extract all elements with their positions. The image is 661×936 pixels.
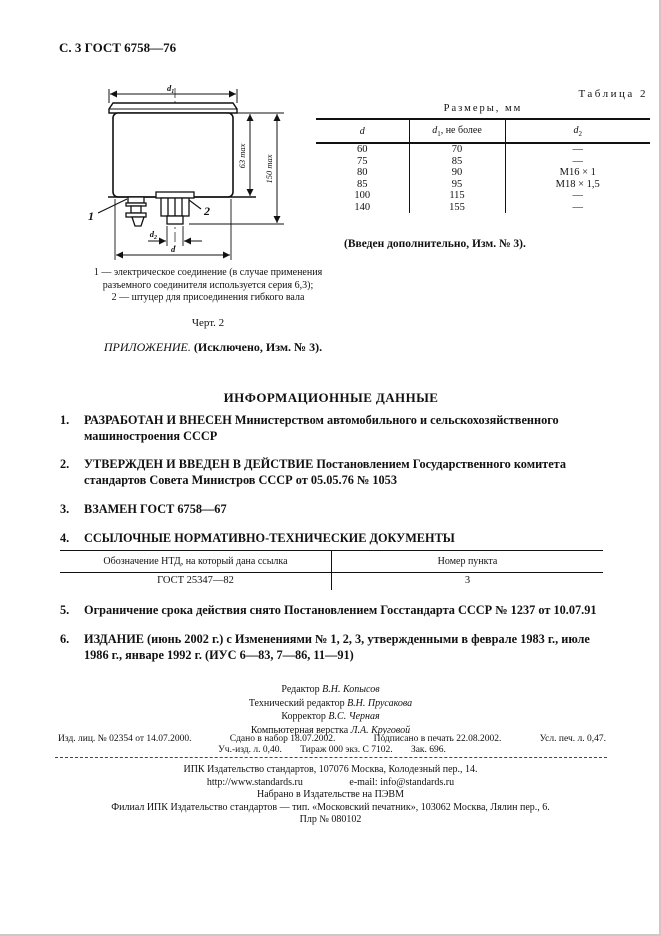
imprint-zak: Зак. 696. — [410, 745, 446, 755]
item-number: 2. — [60, 457, 70, 472]
table-cell: 155 — [409, 202, 505, 214]
imprint-signed: Подписано в печать 22.08.2002. — [373, 734, 502, 744]
info-item-3 — [60, 502, 603, 518]
item-number: 5. — [60, 603, 70, 618]
publisher-address: ИПК Издательство стандартов, 107076 Москва, Колодезный пер., 14. — [183, 764, 478, 775]
table-cell: — — [572, 190, 583, 201]
imprint-uch: Уч.-изд. л. 0,40. — [218, 745, 282, 755]
imprint-license: Изд. лиц. № 02354 от 14.07.2000. — [58, 734, 192, 744]
technical-drawing — [48, 80, 330, 272]
dim-d1-label: $d_1$ — [167, 83, 175, 95]
info-item-5 — [60, 603, 603, 619]
item-number: 3. — [60, 501, 70, 516]
table2 — [316, 118, 650, 213]
table-row — [316, 167, 650, 179]
table-cell: 70 — [409, 143, 505, 156]
figure-note-line: 2 — штуцер для присоединения гибкого вала — [111, 292, 305, 303]
table-row — [316, 143, 650, 156]
dim-63max-label: 63 max — [237, 143, 247, 169]
figure-note-line: разъемного соединителя используется серия 6,3); — [102, 279, 314, 291]
credit-role: Редактор — [281, 684, 320, 695]
callout-2 — [189, 200, 210, 218]
table-cell: 3 — [332, 573, 604, 591]
imprint-usl: Усл. печ. л. 0,47. — [539, 734, 606, 744]
table-cell: 60 — [357, 144, 368, 155]
appendix-line — [58, 340, 368, 355]
table-row — [316, 190, 650, 202]
table-cell: 100 — [354, 190, 371, 201]
item-text: ИЗДАНИЕ (июнь 2002 г.) с Изменениями № 1, 2, 3, утвержденными в феврале 1983 г., июле 1986 г., январе 1992 г. (ИУС 6—83, 7—86, 11—91) — [84, 632, 590, 662]
dim-d2-label: $d_2$ — [149, 229, 157, 241]
table-cell: ГОСТ 25347—82 — [157, 575, 234, 587]
ntd-reference-table — [60, 550, 603, 590]
info-item-2 — [60, 457, 603, 488]
table2-caption: Таблица 2 — [578, 88, 648, 100]
ntd-header-row — [60, 551, 603, 573]
electrical-connector — [126, 197, 146, 226]
table-cell: М16 × 1 — [559, 167, 596, 178]
credit-role: Корректор — [281, 711, 326, 722]
table-cell: 85 — [357, 178, 368, 190]
appendix-label: ПРИЛОЖЕНИЕ. — [103, 340, 191, 354]
publisher-email: e-mail: info@standards.ru — [349, 776, 455, 788]
table-cell: 75 — [357, 155, 368, 167]
table-cell: 90 — [409, 167, 505, 179]
figure-caption: Черт. 2 — [191, 317, 225, 329]
credit-name: В.С. Черная — [328, 711, 380, 722]
table2-col-d: d — [316, 119, 409, 143]
item-text: Ограничение срока действия снято Постановлением Госстандарта СССР № 1237 от 10.07.91 — [84, 603, 597, 618]
callout-2-label: 2 — [204, 204, 210, 218]
publisher-plr: Плр № 080102 — [299, 814, 362, 825]
publisher-block — [0, 764, 661, 827]
callout-1-label: 1 — [88, 209, 94, 223]
table2-subtitle: Размеры, мм — [443, 103, 523, 114]
item-text: УТВЕРЖДЕН И ВВЕДЕН В ДЕЙСТВИЕ Постановлением Государственного комитета стандартов Совета Министров СССР от 05.05.76 № 1053 — [84, 457, 567, 488]
dim-d-label: d — [171, 244, 176, 254]
ntd-col-designation: Обозначение НТД, на который дана ссылка — [60, 551, 332, 573]
imprint-block — [58, 734, 606, 755]
credits-block — [0, 683, 661, 737]
imprint-tirazh: Тираж 000 экз. С 7102. — [300, 745, 393, 755]
dimension-63max — [237, 114, 250, 196]
credit-name: В.Н. Копысов — [322, 684, 380, 695]
table2-col-d2: $d_2$ — [505, 119, 650, 143]
info-item-1 — [60, 413, 603, 444]
item-number: 6. — [60, 632, 70, 647]
dashed-separator — [55, 757, 607, 758]
credit-name: Л.А. Круговой — [350, 724, 411, 736]
table-cell: — — [572, 201, 583, 213]
publisher-website: http://www.standards.ru — [206, 776, 303, 788]
imprint-line-1 — [58, 734, 606, 744]
table-row — [316, 179, 650, 191]
figure-note-line: 1 — электрическое соединение (в случае применения — [93, 267, 323, 278]
credit-line — [0, 710, 661, 724]
table-cell: 140 — [354, 201, 371, 213]
ntd-col-clause: Номер пункта — [332, 551, 604, 573]
table-cell: 95 — [409, 179, 505, 191]
item-text: ССЫЛОЧНЫЕ НОРМАТИВНО-ТЕХНИЧЕСКИЕ ДОКУМЕНТЫ — [84, 530, 455, 545]
dimension-150max — [264, 114, 277, 223]
credit-line — [0, 697, 661, 711]
publisher-branch: Филиал ИПК Издательство стандартов — тип. «Московский печатник», 103062 Москва, Лялин пер., 6. — [111, 801, 550, 813]
figure-notes — [58, 267, 358, 305]
table-row — [60, 573, 603, 591]
item-number: 1. — [60, 413, 70, 427]
dim-150max-label: 150 max — [264, 154, 274, 184]
info-item-4 — [60, 531, 603, 547]
table-cell: М18 × 1,5 — [555, 178, 600, 190]
dimension-d1 — [109, 83, 237, 103]
housing-bezel — [109, 103, 237, 113]
info-items — [60, 413, 603, 677]
appendix-note: (Исключено, Изм. № 3). — [190, 340, 323, 354]
shaft-fitting — [156, 192, 194, 224]
imprint-typeset: Сдано в набор 18.07.2002. — [229, 734, 336, 744]
credit-role: Компьютерная верстка — [250, 724, 349, 736]
credit-line — [0, 683, 661, 697]
table-cell: — — [572, 144, 583, 155]
table-row — [316, 202, 650, 214]
info-section-title: ИНФОРМАЦИОННЫЕ ДАННЫЕ — [223, 390, 439, 405]
item-text: ВЗАМЕН ГОСТ 6758—67 — [84, 501, 227, 516]
table2-header-row — [316, 119, 650, 143]
info-item-6 — [60, 632, 603, 663]
table2-block — [316, 88, 650, 213]
item-number: 4. — [60, 530, 70, 545]
page-header: С. 3 ГОСТ 6758—76 — [59, 40, 177, 55]
table2-col-d1: $d_1$, не более — [409, 119, 505, 143]
callout-1 — [88, 199, 127, 223]
table-row — [316, 156, 650, 168]
credit-role: Технический редактор — [248, 697, 345, 709]
publisher-contacts — [0, 777, 661, 790]
table-cell: — — [572, 155, 583, 167]
table-cell: 85 — [409, 156, 505, 168]
credit-name: В.Н. Прусакова — [347, 697, 413, 709]
table-cell: 80 — [357, 167, 368, 178]
item-text: РАЗРАБОТАН И ВНЕСЕН Министерством автомобильного и сельскохозяйственного машиностроения СССР — [84, 413, 559, 443]
publisher-typeset-note: Набрано в Издательстве на ПЭВМ — [257, 789, 404, 800]
table2-footnote: (Введен дополнительно, Изм. № 3). — [344, 238, 526, 250]
housing-body — [113, 113, 233, 197]
imprint-line-2 — [58, 745, 606, 755]
table-cell: 115 — [409, 190, 505, 202]
